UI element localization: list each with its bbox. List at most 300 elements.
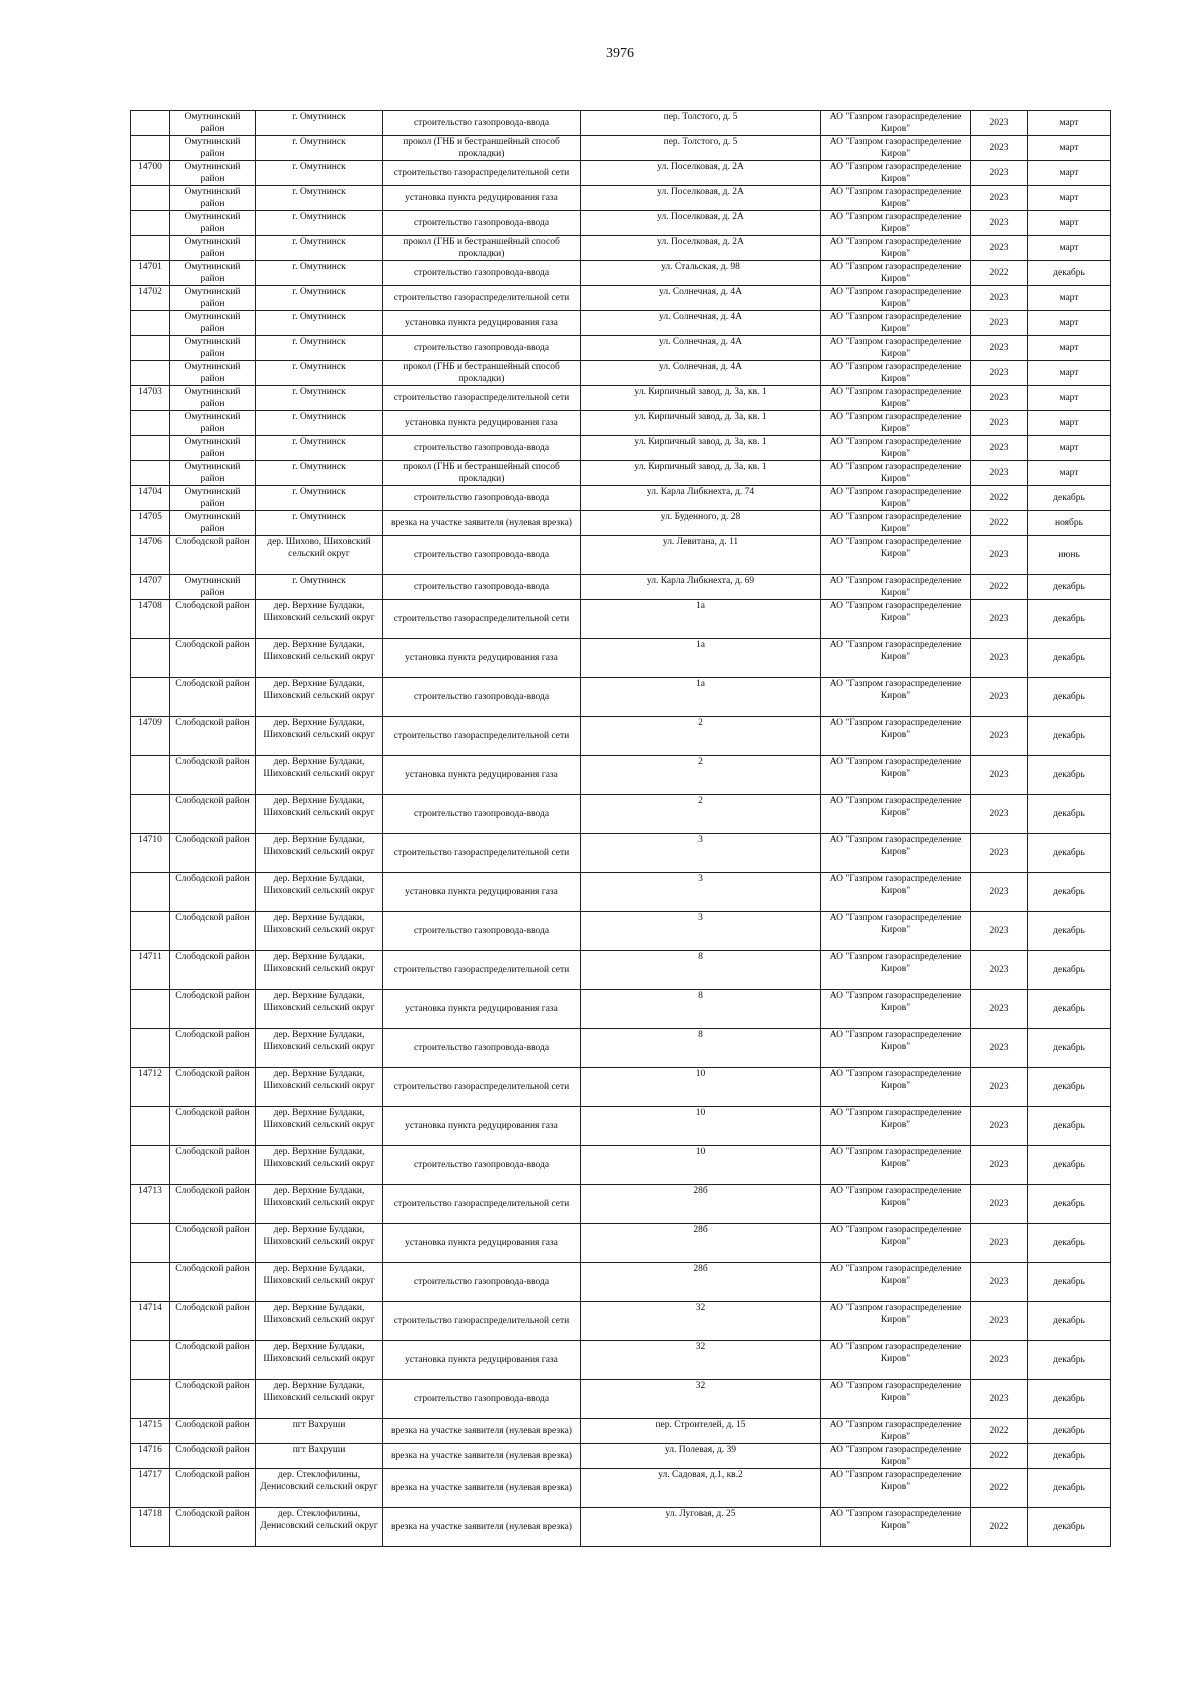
row-number: 14700 <box>131 161 170 186</box>
locality-cell: г. Омутнинск <box>256 186 383 211</box>
address-cell: 10 <box>581 1068 821 1107</box>
address-cell: ул. Кирпичный завод, д. 3а, кв. 1 <box>581 411 821 436</box>
year-cell: 2023 <box>971 211 1028 236</box>
month-cell: июнь <box>1028 536 1111 575</box>
district-cell: Слободской район <box>170 1224 256 1263</box>
table-row <box>131 600 1111 639</box>
work-type-cell: строительство газопровода-ввода <box>383 436 581 461</box>
year-cell: 2023 <box>971 361 1028 386</box>
year-cell: 2023 <box>971 639 1028 678</box>
work-type-cell: строительство газопровода-ввода <box>383 1380 581 1419</box>
locality-cell: дер. Верхние Булдаки, Шиховский сельский округ <box>256 873 383 912</box>
month-cell: март <box>1028 361 1111 386</box>
organization-cell: АО "Газпром газораспределение Киров" <box>821 1444 971 1469</box>
row-number: 14718 <box>131 1508 170 1547</box>
address-cell: пер. Толстого, д. 5 <box>581 136 821 161</box>
address-cell: пер. Толстого, д. 5 <box>581 111 821 136</box>
district-cell: Омутнинский район <box>170 111 256 136</box>
row-number: 14717 <box>131 1469 170 1508</box>
work-type-cell: врезка на участке заявителя (нулевая врезка) <box>383 1469 581 1508</box>
table-row <box>131 1224 1111 1263</box>
district-cell: Слободской район <box>170 1469 256 1508</box>
month-cell: декабрь <box>1028 1508 1111 1547</box>
table-row <box>131 1263 1111 1302</box>
address-cell: 2 <box>581 717 821 756</box>
district-cell: Слободской район <box>170 1508 256 1547</box>
year-cell: 2023 <box>971 912 1028 951</box>
organization-cell: АО "Газпром газораспределение Киров" <box>821 834 971 873</box>
year-cell: 2022 <box>971 511 1028 536</box>
address-cell: ул. Солнечная, д. 4А <box>581 286 821 311</box>
table-row <box>131 1185 1111 1224</box>
district-cell: Слободской район <box>170 1107 256 1146</box>
month-cell: декабрь <box>1028 1444 1111 1469</box>
address-cell: ул. Поселковая, д. 2А <box>581 186 821 211</box>
year-cell: 2023 <box>971 1302 1028 1341</box>
address-cell: ул. Солнечная, д. 4А <box>581 336 821 361</box>
locality-cell: дер. Верхние Булдаки, Шиховский сельский округ <box>256 1341 383 1380</box>
district-cell: Слободской район <box>170 1341 256 1380</box>
month-cell: декабрь <box>1028 1185 1111 1224</box>
table-row <box>131 261 1111 286</box>
address-cell: ул. Кирпичный завод, д. 3а, кв. 1 <box>581 436 821 461</box>
table-row <box>131 136 1111 161</box>
table-row <box>131 1107 1111 1146</box>
organization-cell: АО "Газпром газораспределение Киров" <box>821 336 971 361</box>
table-row <box>131 678 1111 717</box>
row-number <box>131 1029 170 1068</box>
organization-cell: АО "Газпром газораспределение Киров" <box>821 1068 971 1107</box>
locality-cell: г. Омутнинск <box>256 136 383 161</box>
row-number <box>131 639 170 678</box>
work-type-cell: строительство газопровода-ввода <box>383 211 581 236</box>
table-row <box>131 1146 1111 1185</box>
address-cell: 28б <box>581 1224 821 1263</box>
address-cell: 28б <box>581 1185 821 1224</box>
address-cell: 8 <box>581 990 821 1029</box>
organization-cell: АО "Газпром газораспределение Киров" <box>821 1263 971 1302</box>
locality-cell: дер. Верхние Булдаки, Шиховский сельский округ <box>256 1263 383 1302</box>
locality-cell: дер. Верхние Булдаки, Шиховский сельский округ <box>256 912 383 951</box>
work-type-cell: строительство газопровода-ввода <box>383 486 581 511</box>
district-cell: Омутнинский район <box>170 511 256 536</box>
month-cell: март <box>1028 186 1111 211</box>
organization-cell: АО "Газпром газораспределение Киров" <box>821 951 971 990</box>
year-cell: 2022 <box>971 1444 1028 1469</box>
work-type-cell: строительство газопровода-ввода <box>383 1146 581 1185</box>
locality-cell: г. Омутнинск <box>256 361 383 386</box>
locality-cell: дер. Верхние Булдаки, Шиховский сельский округ <box>256 1302 383 1341</box>
work-type-cell: строительство газораспределительной сети <box>383 600 581 639</box>
address-cell: 28б <box>581 1263 821 1302</box>
row-number: 14715 <box>131 1419 170 1444</box>
address-cell: 2 <box>581 795 821 834</box>
year-cell: 2023 <box>971 756 1028 795</box>
year-cell: 2023 <box>971 990 1028 1029</box>
table-row <box>131 795 1111 834</box>
organization-cell: АО "Газпром газораспределение Киров" <box>821 600 971 639</box>
district-cell: Слободской район <box>170 1444 256 1469</box>
year-cell: 2023 <box>971 186 1028 211</box>
work-type-cell: установка пункта редуцирования газа <box>383 1224 581 1263</box>
organization-cell: АО "Газпром газораспределение Киров" <box>821 511 971 536</box>
table-row <box>131 1469 1111 1508</box>
month-cell: декабрь <box>1028 678 1111 717</box>
address-cell: ул. Поселковая, д. 2А <box>581 236 821 261</box>
month-cell: март <box>1028 386 1111 411</box>
month-cell: декабрь <box>1028 951 1111 990</box>
row-number: 14713 <box>131 1185 170 1224</box>
month-cell: декабрь <box>1028 1029 1111 1068</box>
locality-cell: дер. Верхние Булдаки, Шиховский сельский округ <box>256 834 383 873</box>
row-number <box>131 211 170 236</box>
organization-cell: АО "Газпром газораспределение Киров" <box>821 161 971 186</box>
district-cell: Омутнинский район <box>170 161 256 186</box>
row-number <box>131 1224 170 1263</box>
table-row <box>131 1444 1111 1469</box>
organization-cell: АО "Газпром газораспределение Киров" <box>821 990 971 1029</box>
row-number <box>131 795 170 834</box>
locality-cell: дер. Верхние Булдаки, Шиховский сельский округ <box>256 678 383 717</box>
organization-cell: АО "Газпром газораспределение Киров" <box>821 1419 971 1444</box>
work-type-cell: врезка на участке заявителя (нулевая врезка) <box>383 1419 581 1444</box>
month-cell: декабрь <box>1028 486 1111 511</box>
row-number <box>131 186 170 211</box>
district-cell: Омутнинский район <box>170 436 256 461</box>
work-type-cell: врезка на участке заявителя (нулевая врезка) <box>383 1444 581 1469</box>
month-cell: декабрь <box>1028 990 1111 1029</box>
organization-cell: АО "Газпром газораспределение Киров" <box>821 795 971 834</box>
row-number <box>131 1146 170 1185</box>
row-number: 14716 <box>131 1444 170 1469</box>
year-cell: 2022 <box>971 486 1028 511</box>
row-number <box>131 1341 170 1380</box>
district-cell: Омутнинский район <box>170 461 256 486</box>
locality-cell: дер. Стеклофилины, Денисовский сельский округ <box>256 1469 383 1508</box>
organization-cell: АО "Газпром газораспределение Киров" <box>821 311 971 336</box>
district-cell: Слободской район <box>170 678 256 717</box>
row-number <box>131 361 170 386</box>
month-cell: март <box>1028 211 1111 236</box>
row-number <box>131 756 170 795</box>
month-cell: март <box>1028 111 1111 136</box>
year-cell: 2023 <box>971 1146 1028 1185</box>
locality-cell: дер. Верхние Булдаки, Шиховский сельский округ <box>256 1224 383 1263</box>
address-cell: ул. Поселковая, д. 2А <box>581 211 821 236</box>
table-row <box>131 311 1111 336</box>
work-type-cell: прокол (ГНБ и бестраншейный способ прокладки) <box>383 136 581 161</box>
table-row <box>131 1341 1111 1380</box>
table-row <box>131 486 1111 511</box>
month-cell: март <box>1028 311 1111 336</box>
locality-cell: дер. Верхние Булдаки, Шиховский сельский округ <box>256 717 383 756</box>
organization-cell: АО "Газпром газораспределение Киров" <box>821 1224 971 1263</box>
year-cell: 2023 <box>971 1341 1028 1380</box>
locality-cell: дер. Верхние Булдаки, Шиховский сельский округ <box>256 1146 383 1185</box>
district-cell: Слободской район <box>170 1419 256 1444</box>
table-row <box>131 161 1111 186</box>
table-row <box>131 1302 1111 1341</box>
locality-cell: г. Омутнинск <box>256 436 383 461</box>
locality-cell: дер. Шихово, Шиховский сельский округ <box>256 536 383 575</box>
organization-cell: АО "Газпром газораспределение Киров" <box>821 1341 971 1380</box>
year-cell: 2023 <box>971 1068 1028 1107</box>
address-cell: ул. Садовая, д.1, кв.2 <box>581 1469 821 1508</box>
year-cell: 2023 <box>971 411 1028 436</box>
address-cell: ул. Карла Либкнехта, д. 74 <box>581 486 821 511</box>
work-type-cell: прокол (ГНБ и бестраншейный способ прокладки) <box>383 461 581 486</box>
organization-cell: АО "Газпром газораспределение Киров" <box>821 461 971 486</box>
month-cell: декабрь <box>1028 873 1111 912</box>
district-cell: Омутнинский район <box>170 336 256 361</box>
year-cell: 2023 <box>971 311 1028 336</box>
year-cell: 2023 <box>971 678 1028 717</box>
district-cell: Слободской район <box>170 1302 256 1341</box>
locality-cell: г. Омутнинск <box>256 486 383 511</box>
organization-cell: АО "Газпром газораспределение Киров" <box>821 756 971 795</box>
table-row <box>131 1068 1111 1107</box>
year-cell: 2023 <box>971 336 1028 361</box>
month-cell: декабрь <box>1028 756 1111 795</box>
table-row <box>131 834 1111 873</box>
month-cell: декабрь <box>1028 912 1111 951</box>
table-row <box>131 639 1111 678</box>
work-type-cell: строительство газопровода-ввода <box>383 912 581 951</box>
year-cell: 2023 <box>971 1224 1028 1263</box>
organization-cell: АО "Газпром газораспределение Киров" <box>821 1185 971 1224</box>
work-type-cell: установка пункта редуцирования газа <box>383 1107 581 1146</box>
work-type-cell: строительство газораспределительной сети <box>383 161 581 186</box>
district-cell: Омутнинский район <box>170 311 256 336</box>
month-cell: декабрь <box>1028 717 1111 756</box>
district-cell: Слободской район <box>170 912 256 951</box>
year-cell: 2023 <box>971 1380 1028 1419</box>
table-row <box>131 211 1111 236</box>
work-type-cell: строительство газопровода-ввода <box>383 536 581 575</box>
work-type-cell: строительство газопровода-ввода <box>383 1029 581 1068</box>
address-cell: 10 <box>581 1146 821 1185</box>
work-type-cell: прокол (ГНБ и бестраншейный способ прокладки) <box>383 236 581 261</box>
organization-cell: АО "Газпром газораспределение Киров" <box>821 111 971 136</box>
year-cell: 2023 <box>971 436 1028 461</box>
row-number <box>131 411 170 436</box>
organization-cell: АО "Газпром газораспределение Киров" <box>821 286 971 311</box>
organization-cell: АО "Газпром газораспределение Киров" <box>821 1029 971 1068</box>
table-row <box>131 1380 1111 1419</box>
locality-cell: дер. Верхние Булдаки, Шиховский сельский округ <box>256 1380 383 1419</box>
year-cell: 2022 <box>971 261 1028 286</box>
district-cell: Слободской район <box>170 639 256 678</box>
work-type-cell: строительство газопровода-ввода <box>383 575 581 600</box>
month-cell: декабрь <box>1028 1263 1111 1302</box>
table-row <box>131 361 1111 386</box>
work-type-cell: прокол (ГНБ и бестраншейный способ прокладки) <box>383 361 581 386</box>
month-cell: декабрь <box>1028 575 1111 600</box>
month-cell: март <box>1028 286 1111 311</box>
work-type-cell: строительство газораспределительной сети <box>383 1302 581 1341</box>
district-cell: Омутнинский район <box>170 186 256 211</box>
table-row <box>131 286 1111 311</box>
district-cell: Слободской район <box>170 951 256 990</box>
organization-cell: АО "Газпром газораспределение Киров" <box>821 717 971 756</box>
address-cell: 10 <box>581 1107 821 1146</box>
work-type-cell: строительство газораспределительной сети <box>383 1068 581 1107</box>
district-cell: Слободской район <box>170 1029 256 1068</box>
row-number: 14711 <box>131 951 170 990</box>
table-row <box>131 386 1111 411</box>
table-row <box>131 436 1111 461</box>
month-cell: декабрь <box>1028 1380 1111 1419</box>
locality-cell: г. Омутнинск <box>256 236 383 261</box>
table-row <box>131 575 1111 600</box>
locality-cell: дер. Верхние Булдаки, Шиховский сельский округ <box>256 951 383 990</box>
row-number: 14706 <box>131 536 170 575</box>
work-type-cell: строительство газораспределительной сети <box>383 386 581 411</box>
row-number: 14708 <box>131 600 170 639</box>
month-cell: март <box>1028 411 1111 436</box>
locality-cell: пгт Вахруши <box>256 1419 383 1444</box>
table-row <box>131 111 1111 136</box>
year-cell: 2022 <box>971 1469 1028 1508</box>
locality-cell: дер. Верхние Булдаки, Шиховский сельский округ <box>256 600 383 639</box>
district-cell: Слободской район <box>170 795 256 834</box>
address-cell: 1а <box>581 600 821 639</box>
row-number: 14714 <box>131 1302 170 1341</box>
locality-cell: дер. Верхние Булдаки, Шиховский сельский округ <box>256 1068 383 1107</box>
organization-cell: АО "Газпром газораспределение Киров" <box>821 678 971 717</box>
month-cell: декабрь <box>1028 1341 1111 1380</box>
year-cell: 2022 <box>971 1508 1028 1547</box>
address-cell: ул. Карла Либкнехта, д. 69 <box>581 575 821 600</box>
work-type-cell: строительство газопровода-ввода <box>383 261 581 286</box>
address-cell: 1а <box>581 639 821 678</box>
table-body <box>131 111 1111 1547</box>
table-row <box>131 873 1111 912</box>
row-number <box>131 336 170 361</box>
row-number <box>131 1107 170 1146</box>
work-type-cell: установка пункта редуцирования газа <box>383 411 581 436</box>
month-cell: декабрь <box>1028 1068 1111 1107</box>
work-type-cell: строительство газопровода-ввода <box>383 1263 581 1302</box>
table-row <box>131 717 1111 756</box>
work-type-cell: установка пункта редуцирования газа <box>383 311 581 336</box>
locality-cell: г. Омутнинск <box>256 386 383 411</box>
organization-cell: АО "Газпром газораспределение Киров" <box>821 1508 971 1547</box>
district-cell: Слободской район <box>170 1380 256 1419</box>
locality-cell: дер. Верхние Булдаки, Шиховский сельский округ <box>256 639 383 678</box>
row-number: 14703 <box>131 386 170 411</box>
district-cell: Слободской район <box>170 1185 256 1224</box>
work-type-cell: строительство газораспределительной сети <box>383 951 581 990</box>
row-number: 14702 <box>131 286 170 311</box>
locality-cell: г. Омутнинск <box>256 211 383 236</box>
address-cell: ул. Солнечная, д. 4А <box>581 311 821 336</box>
organization-cell: АО "Газпром газораспределение Киров" <box>821 639 971 678</box>
organization-cell: АО "Газпром газораспределение Киров" <box>821 1107 971 1146</box>
organization-cell: АО "Газпром газораспределение Киров" <box>821 575 971 600</box>
table-row <box>131 1029 1111 1068</box>
address-cell: ул. Луговая, д. 25 <box>581 1508 821 1547</box>
work-type-cell: врезка на участке заявителя (нулевая врезка) <box>383 511 581 536</box>
year-cell: 2023 <box>971 161 1028 186</box>
row-number <box>131 236 170 261</box>
district-cell: Омутнинский район <box>170 486 256 511</box>
district-cell: Слободской район <box>170 834 256 873</box>
district-cell: Слободской район <box>170 990 256 1029</box>
month-cell: ноябрь <box>1028 511 1111 536</box>
row-number: 14705 <box>131 511 170 536</box>
table-row <box>131 511 1111 536</box>
district-cell: Слободской район <box>170 756 256 795</box>
row-number <box>131 912 170 951</box>
year-cell: 2023 <box>971 795 1028 834</box>
locality-cell: г. Омутнинск <box>256 261 383 286</box>
address-cell: ул. Левитана, д. 11 <box>581 536 821 575</box>
table-row <box>131 461 1111 486</box>
district-cell: Слободской район <box>170 1263 256 1302</box>
year-cell: 2023 <box>971 1263 1028 1302</box>
address-cell: ул. Буденного, д. 28 <box>581 511 821 536</box>
district-cell: Омутнинский район <box>170 261 256 286</box>
district-cell: Омутнинский район <box>170 386 256 411</box>
table-row <box>131 912 1111 951</box>
organization-cell: АО "Газпром газораспределение Киров" <box>821 236 971 261</box>
row-number: 14710 <box>131 834 170 873</box>
year-cell: 2023 <box>971 1029 1028 1068</box>
row-number <box>131 461 170 486</box>
row-number: 14701 <box>131 261 170 286</box>
month-cell: декабрь <box>1028 639 1111 678</box>
year-cell: 2022 <box>971 575 1028 600</box>
year-cell: 2023 <box>971 111 1028 136</box>
organization-cell: АО "Газпром газораспределение Киров" <box>821 1302 971 1341</box>
address-cell: 3 <box>581 873 821 912</box>
work-type-cell: установка пункта редуцирования газа <box>383 990 581 1029</box>
organization-cell: АО "Газпром газораспределение Киров" <box>821 1146 971 1185</box>
table-row <box>131 990 1111 1029</box>
district-cell: Слободской район <box>170 717 256 756</box>
work-type-cell: строительство газопровода-ввода <box>383 336 581 361</box>
locality-cell: дер. Верхние Булдаки, Шиховский сельский округ <box>256 756 383 795</box>
address-cell: 2 <box>581 756 821 795</box>
district-cell: Слободской район <box>170 873 256 912</box>
table-row <box>131 236 1111 261</box>
year-cell: 2023 <box>971 1107 1028 1146</box>
month-cell: март <box>1028 236 1111 261</box>
month-cell: декабрь <box>1028 1469 1111 1508</box>
work-type-cell: установка пункта редуцирования газа <box>383 756 581 795</box>
row-number <box>131 1263 170 1302</box>
district-cell: Омутнинский район <box>170 211 256 236</box>
row-number: 14704 <box>131 486 170 511</box>
page-number: 3976 <box>606 46 634 61</box>
locality-cell: пгт Вахруши <box>256 1444 383 1469</box>
row-number <box>131 311 170 336</box>
row-number: 14707 <box>131 575 170 600</box>
work-type-cell: строительство газораспределительной сети <box>383 834 581 873</box>
month-cell: март <box>1028 461 1111 486</box>
address-cell: ул. Полевая, д. 39 <box>581 1444 821 1469</box>
table-row <box>131 336 1111 361</box>
month-cell: март <box>1028 161 1111 186</box>
row-number <box>131 678 170 717</box>
work-type-cell: строительство газораспределительной сети <box>383 1185 581 1224</box>
row-number <box>131 136 170 161</box>
row-number <box>131 1380 170 1419</box>
locality-cell: дер. Верхние Булдаки, Шиховский сельский округ <box>256 990 383 1029</box>
locality-cell: г. Омутнинск <box>256 461 383 486</box>
locality-cell: г. Омутнинск <box>256 286 383 311</box>
